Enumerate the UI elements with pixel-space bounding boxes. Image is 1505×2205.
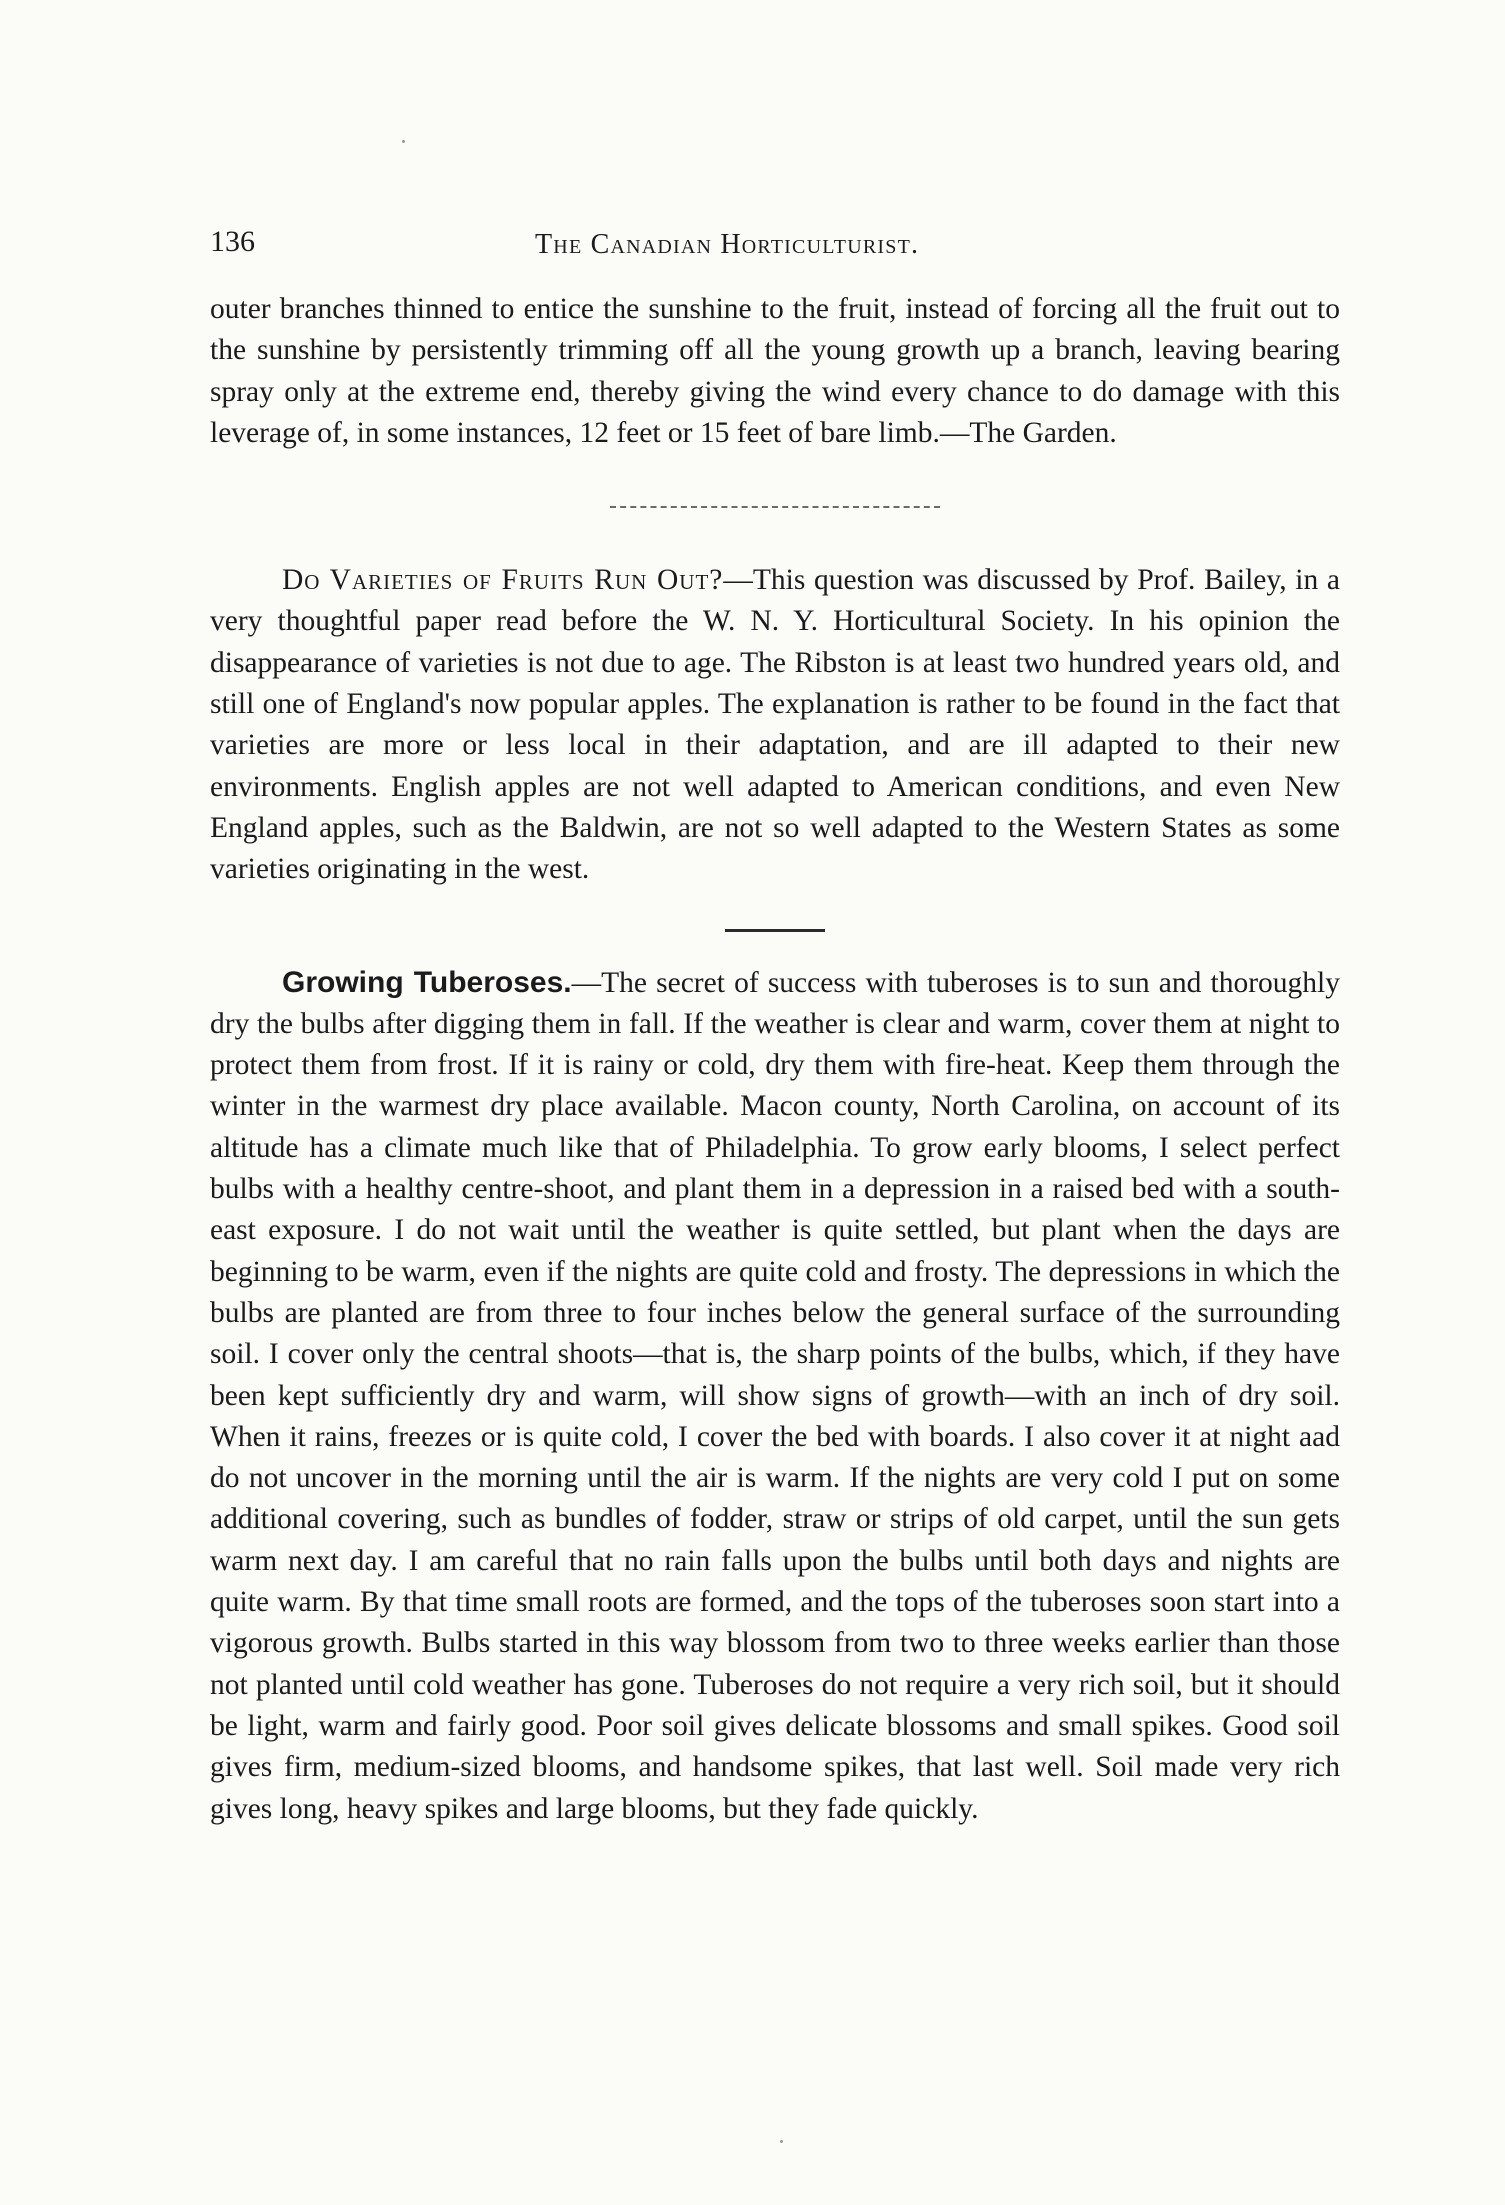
section-divider-short [725,929,825,932]
paper-speck [780,2140,783,2143]
section-divider-dashed [610,506,940,508]
article-tuberoses-paragraph [210,962,1340,1830]
article-varieties-body: —This question was discussed by Prof. Bailey, in a very thoughtful paper read before the W. N. Y. Horticultural Society. In his opinion the disappearance of varieties is not due to age. The Ribston is at least two hundred years old, and still one of England's now popular apples. The explanation is rather to be found in the fact that varieties are more or less local in their adaptation, and are ill adapted to their new environments. English apples are not well adapted to American conditions, and even New England apples, such as the Baldwin, are not so well adapted to the Western States as some varieties originating in the west. [210,564,1340,886]
page-content [210,225,1340,1830]
running-head [210,225,1340,269]
page-number: 136 [210,225,255,258]
article-tuberoses-body: —The secret of success with tuberoses is to sun and thoroughly dry the bulbs after digging them in fall. If the weather is clear and warm, cover them at night to protect them from frost. If it is rainy or cold, dry them with fire-heat. Keep them through the winter in the warmest dry place available. Macon county, North Carolina, on account of its altitude has a climate much like that of Philadelphia. To grow early blooms, I select perfect bulbs with a healthy centre-shoot, and plant them in a depression in a raised bed with a south-east exposure. I do not wait until the weather is quite settled, but plant when the days are beginning to be warm, even if the nights are quite cold and frosty. The depressions in which the bulbs are planted are from three to four inches below the general surface of the surrounding soil. I cover only the central shoots—that is, the sharp points of the bulbs, which, if they have been kept sufficiently dry and warm, will show signs of growth—with an inch of dry soil. When it rains, freezes or is quite cold, I cover the bed with boards. I also cover it at night aad do not uncover in the morning until the air is warm. If the nights are very cold I put on some additional covering, such as bundles of fodder, straw or strips of old carpet, until the sun gets warm next day. I am careful that no rain falls upon the bulbs until both days and nights are quite warm. By that time small roots are formed, and the tops of the tuberoses soon start into a vigorous growth. Bulbs started in this way blossom from two to three weeks earlier than those not planted until cold weather has gone. Tuberoses do not require a very rich soil, but it should be light, warm and fairly good. Poor soil gives delicate blossoms and small spikes. Good soil gives firm, medium-sized blooms, and handsome spikes, that last well. Soil made very rich gives long, heavy spikes and large blooms, but they fade quickly. [210,966,1340,1825]
article-varieties-heading: Do Varieties of Fruits Run Out? [282,564,724,597]
paper-speck [402,140,405,143]
journal-title: The Canadian Horticulturist. [535,229,920,260]
article-tuberoses-heading: Growing Tuberoses. [282,965,572,999]
article-varieties-paragraph [210,560,1340,890]
continuation-paragraph: outer branches thinned to entice the sunshine to the fruit, instead of forcing all the fruit out to the sunshine by persistently trimming off all the young growth up a branch, leaving bearing spray only at the extreme end, thereby giving the wind every chance to do damage with this leverage of, in some instances, 12 feet or 15 feet of bare limb.—The Garden. [210,293,1340,449]
